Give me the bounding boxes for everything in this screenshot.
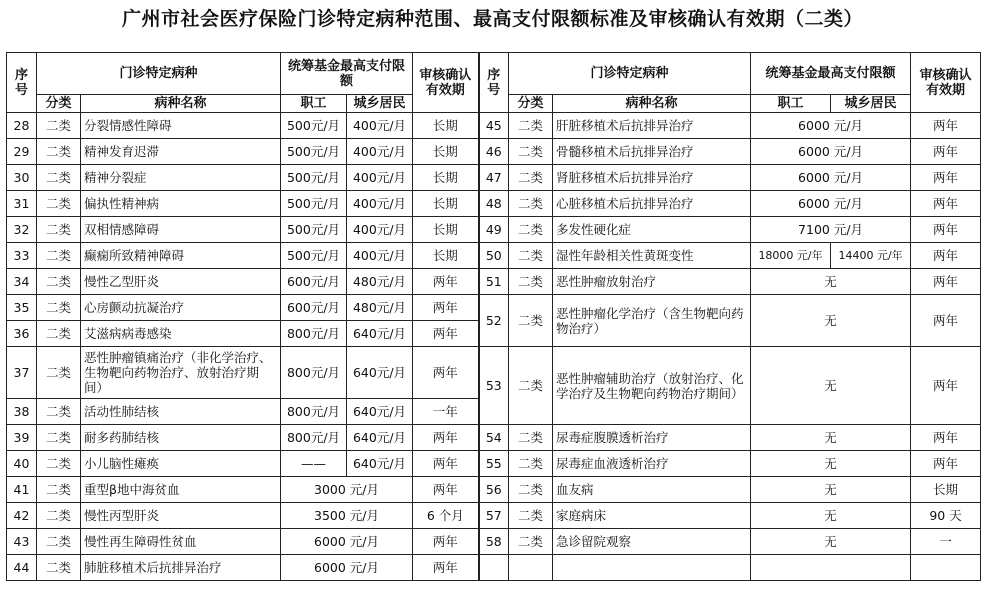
right-name-cell: 心脏移植术后抗排异治疗 bbox=[553, 191, 751, 217]
right-validity-cell: 长期 bbox=[911, 477, 981, 503]
left-validity-cell: 长期 bbox=[413, 217, 479, 243]
left-worker-cell: 800元/月 bbox=[281, 347, 347, 399]
right-seq-cell: 48 bbox=[479, 191, 509, 217]
right-seq-cell: 53 bbox=[479, 347, 509, 425]
left-validity-cell: 两年 bbox=[413, 529, 479, 555]
right-name-cell: 急诊留院观察 bbox=[553, 529, 751, 555]
table-row bbox=[7, 113, 981, 139]
right-validity-cell: 两年 bbox=[911, 139, 981, 165]
right-resident-cell: 14400 元/年 bbox=[831, 243, 911, 269]
header-category-right: 分类 bbox=[509, 95, 553, 113]
left-validity-cell: 两年 bbox=[413, 555, 479, 581]
right-category-cell: 二类 bbox=[509, 243, 553, 269]
left-worker-cell: 600元/月 bbox=[281, 295, 347, 321]
right-limit-cell: 6000 元/月 bbox=[751, 165, 911, 191]
left-resident-cell: 640元/月 bbox=[347, 347, 413, 399]
right-category-cell: 二类 bbox=[509, 529, 553, 555]
right-empty-cell bbox=[479, 555, 509, 581]
right-name-cell: 肝脏移植术后抗排异治疗 bbox=[553, 113, 751, 139]
left-name-cell: 重型β地中海贫血 bbox=[81, 477, 281, 503]
right-category-cell: 二类 bbox=[509, 503, 553, 529]
header-seq-right: 序号 bbox=[479, 53, 509, 113]
right-seq-cell: 47 bbox=[479, 165, 509, 191]
left-name-cell: 小儿脑性瘫痪 bbox=[81, 451, 281, 477]
header-seq: 序号 bbox=[7, 53, 37, 113]
left-resident-cell: 400元/月 bbox=[347, 139, 413, 165]
right-validity-cell: 两年 bbox=[911, 347, 981, 425]
right-validity-cell: 两年 bbox=[911, 425, 981, 451]
table-row bbox=[7, 243, 981, 269]
header-worker: 职工 bbox=[281, 95, 347, 113]
left-seq-cell: 35 bbox=[7, 295, 37, 321]
left-validity-cell: 两年 bbox=[413, 425, 479, 451]
right-category-cell: 二类 bbox=[509, 217, 553, 243]
left-name-cell: 精神发育迟滞 bbox=[81, 139, 281, 165]
right-category-cell: 二类 bbox=[509, 269, 553, 295]
header-name: 病种名称 bbox=[81, 95, 281, 113]
left-name-cell: 慢性丙型肝炎 bbox=[81, 503, 281, 529]
right-validity-cell: 一 bbox=[911, 529, 981, 555]
left-resident-cell: 400元/月 bbox=[347, 165, 413, 191]
left-name-cell: 恶性肿瘤镇痛治疗（非化学治疗、生物靶向药物治疗、放射治疗期间） bbox=[81, 347, 281, 399]
left-seq-cell: 43 bbox=[7, 529, 37, 555]
left-validity-cell: 一年 bbox=[413, 399, 479, 425]
table-row bbox=[7, 217, 981, 243]
right-validity-cell: 两年 bbox=[911, 217, 981, 243]
left-seq-cell: 32 bbox=[7, 217, 37, 243]
table-row bbox=[7, 165, 981, 191]
table-row bbox=[7, 555, 981, 581]
right-limit-cell: 无 bbox=[751, 347, 911, 425]
left-seq-cell: 33 bbox=[7, 243, 37, 269]
left-validity-cell: 两年 bbox=[413, 477, 479, 503]
left-category-cell: 二类 bbox=[37, 503, 81, 529]
right-limit-cell: 无 bbox=[751, 529, 911, 555]
disease-table-container bbox=[6, 52, 980, 581]
left-resident-cell: 640元/月 bbox=[347, 451, 413, 477]
right-category-cell: 二类 bbox=[509, 191, 553, 217]
right-name-cell: 多发性硬化症 bbox=[553, 217, 751, 243]
page-title: 广州市社会医疗保险门诊特定病种范围、最高支付限额标准及审核确认有效期（二类） bbox=[121, 8, 863, 30]
left-validity-cell: 两年 bbox=[413, 269, 479, 295]
left-seq-cell: 28 bbox=[7, 113, 37, 139]
right-validity-cell: 两年 bbox=[911, 295, 981, 347]
right-category-cell: 二类 bbox=[509, 165, 553, 191]
left-resident-cell: 400元/月 bbox=[347, 113, 413, 139]
left-resident-cell: 640元/月 bbox=[347, 399, 413, 425]
left-validity-cell: 长期 bbox=[413, 113, 479, 139]
right-name-cell: 恶性肿瘤化学治疗（含生物靶向药物治疗） bbox=[553, 295, 751, 347]
left-name-cell: 双相情感障碍 bbox=[81, 217, 281, 243]
left-category-cell: 二类 bbox=[37, 321, 81, 347]
header-name-right: 病种名称 bbox=[553, 95, 751, 113]
right-limit-cell: 无 bbox=[751, 477, 911, 503]
right-category-cell: 二类 bbox=[509, 295, 553, 347]
table-row bbox=[7, 477, 981, 503]
left-worker-cell: 800元/月 bbox=[281, 425, 347, 451]
header-resident-right: 城乡居民 bbox=[831, 95, 911, 113]
left-validity-cell: 6 个月 bbox=[413, 503, 479, 529]
right-validity-cell: 90 天 bbox=[911, 503, 981, 529]
left-category-cell: 二类 bbox=[37, 425, 81, 451]
left-limit-cell: 6000 元/月 bbox=[281, 555, 413, 581]
left-name-cell: 心房颤动抗凝治疗 bbox=[81, 295, 281, 321]
right-seq-cell: 50 bbox=[479, 243, 509, 269]
left-name-cell: 慢性乙型肝炎 bbox=[81, 269, 281, 295]
left-resident-cell: 480元/月 bbox=[347, 269, 413, 295]
left-name-cell: 精神分裂症 bbox=[81, 165, 281, 191]
right-seq-cell: 56 bbox=[479, 477, 509, 503]
left-seq-cell: 29 bbox=[7, 139, 37, 165]
table-row bbox=[7, 425, 981, 451]
right-name-cell: 肾脏移植术后抗排异治疗 bbox=[553, 165, 751, 191]
left-validity-cell: 长期 bbox=[413, 243, 479, 269]
right-category-cell: 二类 bbox=[509, 451, 553, 477]
table-row bbox=[7, 191, 981, 217]
right-category-cell: 二类 bbox=[509, 347, 553, 425]
left-resident-cell: 400元/月 bbox=[347, 191, 413, 217]
left-seq-cell: 41 bbox=[7, 477, 37, 503]
left-category-cell: 二类 bbox=[37, 477, 81, 503]
header-limit-group: 统筹基金最高支付限额 bbox=[281, 53, 413, 95]
right-validity-cell: 两年 bbox=[911, 113, 981, 139]
right-seq-cell: 57 bbox=[479, 503, 509, 529]
left-worker-cell: 600元/月 bbox=[281, 269, 347, 295]
right-limit-cell: 无 bbox=[751, 295, 911, 347]
left-validity-cell: 长期 bbox=[413, 165, 479, 191]
left-category-cell: 二类 bbox=[37, 451, 81, 477]
right-limit-cell: 无 bbox=[751, 503, 911, 529]
right-category-cell: 二类 bbox=[509, 425, 553, 451]
left-resident-cell: 480元/月 bbox=[347, 295, 413, 321]
left-validity-cell: 两年 bbox=[413, 321, 479, 347]
left-category-cell: 二类 bbox=[37, 191, 81, 217]
right-limit-cell: 6000 元/月 bbox=[751, 191, 911, 217]
left-category-cell: 二类 bbox=[37, 217, 81, 243]
left-worker-cell: 500元/月 bbox=[281, 217, 347, 243]
right-seq-cell: 52 bbox=[479, 295, 509, 347]
right-limit-cell: 7100 元/月 bbox=[751, 217, 911, 243]
right-validity-cell: 两年 bbox=[911, 269, 981, 295]
left-seq-cell: 37 bbox=[7, 347, 37, 399]
right-name-cell: 骨髓移植术后抗排异治疗 bbox=[553, 139, 751, 165]
left-limit-cell: 6000 元/月 bbox=[281, 529, 413, 555]
right-empty-cell bbox=[509, 555, 553, 581]
right-empty-cell bbox=[553, 555, 751, 581]
right-limit-cell: 无 bbox=[751, 269, 911, 295]
left-worker-cell: 500元/月 bbox=[281, 139, 347, 165]
right-limit-cell: 无 bbox=[751, 451, 911, 477]
right-validity-cell: 两年 bbox=[911, 451, 981, 477]
left-category-cell: 二类 bbox=[37, 165, 81, 191]
table-row bbox=[7, 503, 981, 529]
right-empty-cell bbox=[911, 555, 981, 581]
left-worker-cell: 500元/月 bbox=[281, 243, 347, 269]
left-worker-cell: 500元/月 bbox=[281, 165, 347, 191]
left-name-cell: 活动性肺结核 bbox=[81, 399, 281, 425]
left-worker-cell: 500元/月 bbox=[281, 191, 347, 217]
right-seq-cell: 54 bbox=[479, 425, 509, 451]
left-worker-cell: 800元/月 bbox=[281, 399, 347, 425]
left-category-cell: 二类 bbox=[37, 295, 81, 321]
header-disease-group-right: 门诊特定病种 bbox=[509, 53, 751, 95]
left-validity-cell: 长期 bbox=[413, 191, 479, 217]
left-resident-cell: 400元/月 bbox=[347, 243, 413, 269]
left-worker-cell: 500元/月 bbox=[281, 113, 347, 139]
left-name-cell: 艾滋病病毒感染 bbox=[81, 321, 281, 347]
right-category-cell: 二类 bbox=[509, 113, 553, 139]
right-name-cell: 家庭病床 bbox=[553, 503, 751, 529]
left-resident-cell: 640元/月 bbox=[347, 321, 413, 347]
right-validity-cell: 两年 bbox=[911, 243, 981, 269]
left-seq-cell: 30 bbox=[7, 165, 37, 191]
left-category-cell: 二类 bbox=[37, 399, 81, 425]
table-row bbox=[7, 139, 981, 165]
left-resident-cell: 400元/月 bbox=[347, 217, 413, 243]
table-row bbox=[7, 347, 981, 399]
table-row bbox=[7, 451, 981, 477]
left-seq-cell: 34 bbox=[7, 269, 37, 295]
header-worker-right: 职工 bbox=[751, 95, 831, 113]
header-validity: 审核确认有效期 bbox=[413, 53, 479, 113]
left-category-cell: 二类 bbox=[37, 139, 81, 165]
right-seq-cell: 51 bbox=[479, 269, 509, 295]
left-category-cell: 二类 bbox=[37, 113, 81, 139]
right-limit-cell: 6000 元/月 bbox=[751, 139, 911, 165]
left-category-cell: 二类 bbox=[37, 347, 81, 399]
header-row-1 bbox=[7, 53, 981, 95]
left-seq-cell: 44 bbox=[7, 555, 37, 581]
left-validity-cell: 两年 bbox=[413, 451, 479, 477]
left-category-cell: 二类 bbox=[37, 555, 81, 581]
header-limit-group-right: 统筹基金最高支付限额 bbox=[751, 53, 911, 95]
right-seq-cell: 46 bbox=[479, 139, 509, 165]
right-category-cell: 二类 bbox=[509, 477, 553, 503]
left-name-cell: 慢性再生障碍性贫血 bbox=[81, 529, 281, 555]
left-worker-cell: —— bbox=[281, 451, 347, 477]
left-validity-cell: 长期 bbox=[413, 139, 479, 165]
table-row bbox=[7, 295, 981, 321]
left-validity-cell: 两年 bbox=[413, 347, 479, 399]
disease-table bbox=[6, 52, 981, 581]
left-limit-cell: 3000 元/月 bbox=[281, 477, 413, 503]
right-name-cell: 恶性肿瘤辅助治疗（放射治疗、化学治疗及生物靶向药物治疗期间） bbox=[553, 347, 751, 425]
right-validity-cell: 两年 bbox=[911, 165, 981, 191]
left-name-cell: 分裂情感性障碍 bbox=[81, 113, 281, 139]
right-empty-cell bbox=[751, 555, 911, 581]
header-category: 分类 bbox=[37, 95, 81, 113]
left-name-cell: 偏执性精神病 bbox=[81, 191, 281, 217]
header-disease-group: 门诊特定病种 bbox=[37, 53, 281, 95]
left-category-cell: 二类 bbox=[37, 529, 81, 555]
right-seq-cell: 45 bbox=[479, 113, 509, 139]
header-resident: 城乡居民 bbox=[347, 95, 413, 113]
left-worker-cell: 800元/月 bbox=[281, 321, 347, 347]
right-name-cell: 恶性肿瘤放射治疗 bbox=[553, 269, 751, 295]
right-category-cell: 二类 bbox=[509, 139, 553, 165]
right-limit-cell: 6000 元/月 bbox=[751, 113, 911, 139]
left-limit-cell: 3500 元/月 bbox=[281, 503, 413, 529]
table-row bbox=[7, 529, 981, 555]
right-worker-cell: 18000 元/年 bbox=[751, 243, 831, 269]
right-name-cell: 尿毒症腹膜透析治疗 bbox=[553, 425, 751, 451]
left-category-cell: 二类 bbox=[37, 269, 81, 295]
header-validity-right: 审核确认有效期 bbox=[911, 53, 981, 113]
right-seq-cell: 55 bbox=[479, 451, 509, 477]
left-name-cell: 癫痫所致精神障碍 bbox=[81, 243, 281, 269]
table-row bbox=[7, 269, 981, 295]
left-seq-cell: 31 bbox=[7, 191, 37, 217]
left-seq-cell: 40 bbox=[7, 451, 37, 477]
left-seq-cell: 39 bbox=[7, 425, 37, 451]
left-seq-cell: 36 bbox=[7, 321, 37, 347]
right-name-cell: 湿性年龄相关性黄斑变性 bbox=[553, 243, 751, 269]
left-name-cell: 耐多药肺结核 bbox=[81, 425, 281, 451]
right-validity-cell: 两年 bbox=[911, 191, 981, 217]
left-name-cell: 肺脏移植术后抗排异治疗 bbox=[81, 555, 281, 581]
right-limit-cell: 无 bbox=[751, 425, 911, 451]
left-validity-cell: 两年 bbox=[413, 295, 479, 321]
left-seq-cell: 38 bbox=[7, 399, 37, 425]
left-resident-cell: 640元/月 bbox=[347, 425, 413, 451]
left-seq-cell: 42 bbox=[7, 503, 37, 529]
left-category-cell: 二类 bbox=[37, 243, 81, 269]
right-name-cell: 尿毒症血液透析治疗 bbox=[553, 451, 751, 477]
right-name-cell: 血友病 bbox=[553, 477, 751, 503]
right-seq-cell: 58 bbox=[479, 529, 509, 555]
right-seq-cell: 49 bbox=[479, 217, 509, 243]
